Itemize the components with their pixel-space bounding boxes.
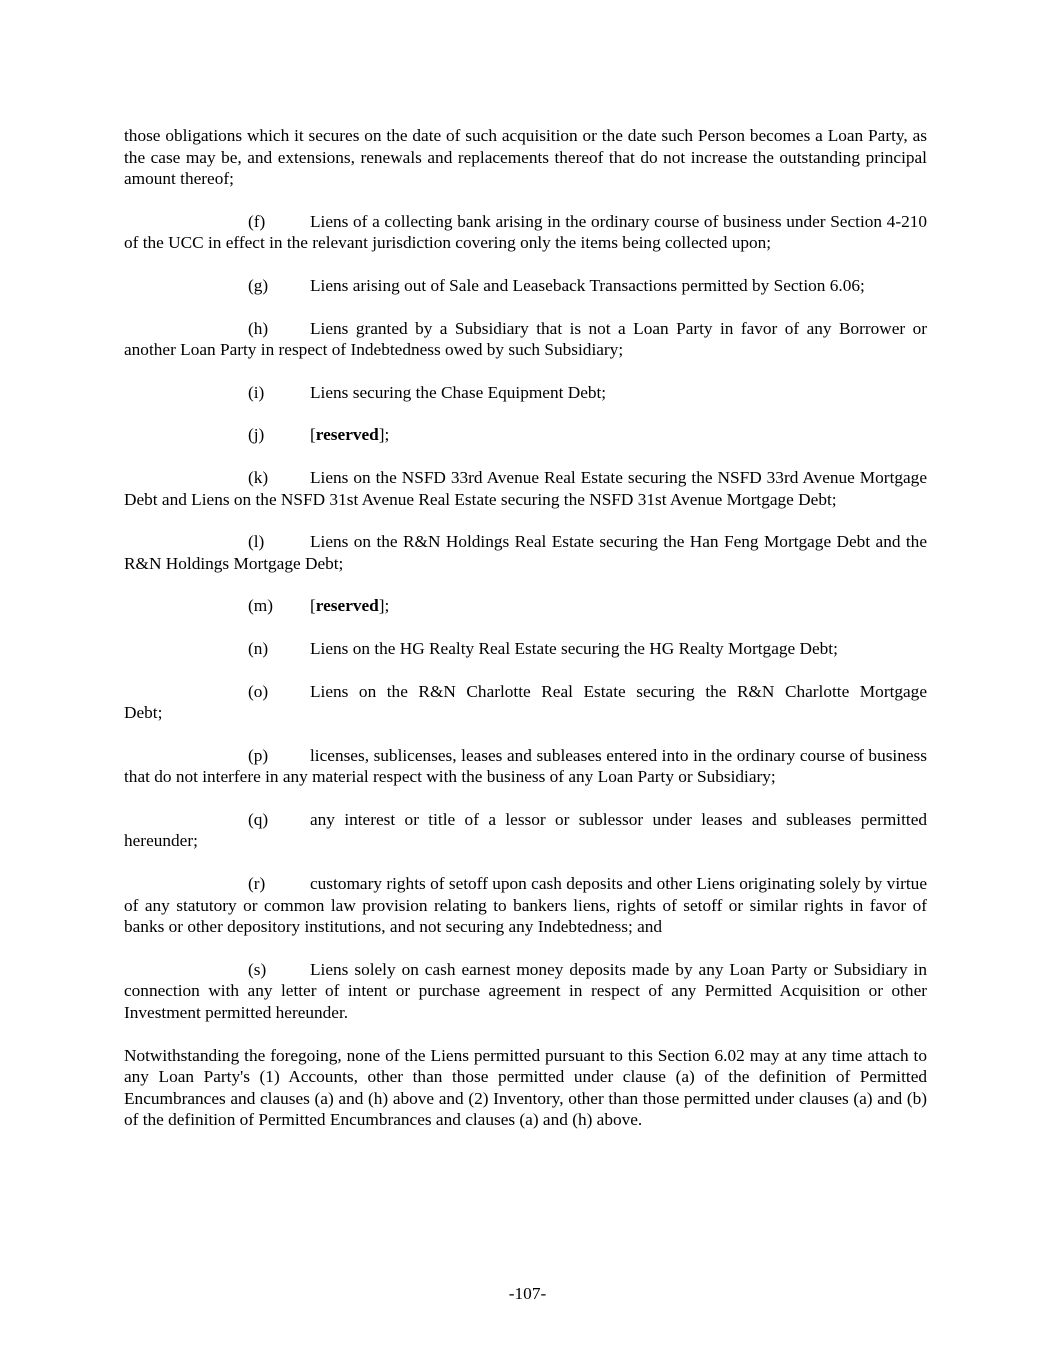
clause-text: licenses, sublicenses, leases and subleases entered into in the ordinary course of business that do not interfere in any material respect with the business of any Loan Party or Subsidiary; [124, 745, 927, 787]
clause-marker: (l) [248, 532, 265, 552]
clause-h [124, 318, 927, 361]
clause-text: Liens granted by a Subsidiary that is not a Loan Party in favor of any Borrower or another Loan Party in respect of Indebtedness owed by such Subsidiary; [124, 318, 927, 360]
bracket-open: [ [310, 596, 316, 616]
clause-s [124, 959, 927, 1024]
clause-marker: (s) [248, 959, 267, 979]
clause-p [124, 745, 927, 788]
clause-text: Liens arising out of Sale and Leaseback Transactions permitted by Section 6.06; [310, 275, 865, 295]
reserved-label: reserved [315, 425, 379, 445]
clause-text: any interest or title of a lessor or sublessor under leases and subleases permitted [310, 809, 927, 829]
bracket-close: ]; [378, 596, 390, 616]
clause-text: Liens on the R&N Charlotte Real Estate securing the R&N Charlotte Mortgage [310, 681, 927, 701]
clause-marker: (p) [248, 745, 269, 765]
clause-marker: (i) [248, 382, 265, 402]
clause-l [124, 531, 927, 574]
clause-i [124, 382, 927, 404]
clause-o [124, 681, 927, 703]
clause-k [124, 467, 927, 510]
clause-text: customary rights of setoff upon cash deposits and other Liens originating solely by virtue of any statutory or common law provision relating to bankers liens, rights of setoff or similar rights in favor of banks or other depository institutions, and not securing any Indebtedness; and [124, 874, 927, 937]
clause-marker: (g) [248, 275, 269, 295]
clause-o-continuation: Debt; [124, 703, 163, 723]
clause-q-continuation: hereunder; [124, 831, 198, 851]
clause-q [124, 809, 927, 831]
clause-j [124, 424, 927, 446]
clause-marker: (n) [248, 638, 269, 658]
clause-text: Liens on the R&N Holdings Real Estate securing the Han Feng Mortgage Debt and the R&N Holdings Mortgage Debt; [124, 532, 927, 573]
clause-n [124, 638, 927, 660]
clause-m [124, 595, 927, 617]
closing-paragraph: Notwithstanding the foregoing, none of the Liens permitted pursuant to this Section 6.02 may at any time attach to any Loan Party's (1) Accounts, other than those permitted under clause (a) of the definition of Permitted Encumbrances and clauses (a) and (h) above and (2) Inventory, other than those permitted under clauses (a) and (b) of the definition of Permitted Encumbrances and clauses (a) and (h) above. [124, 1045, 927, 1130]
bracket-close: ]; [378, 425, 390, 445]
clause-text: Liens on the HG Realty Real Estate securing the HG Realty Mortgage Debt; [310, 638, 838, 658]
intro-paragraph: those obligations which it secures on the date of such acquisition or the date such Person becomes a Loan Party, as the case may be, and extensions, renewals and replacements thereof that do not increase the outstanding principal amount thereof; [124, 126, 927, 189]
page-number: -107- [508, 1284, 547, 1303]
clause-f [124, 211, 927, 254]
clause-g [124, 275, 927, 297]
clause-marker: (m) [248, 596, 273, 616]
document-body [124, 125, 927, 1152]
clause-marker: (k) [248, 467, 269, 487]
clause-text: Liens of a collecting bank arising in the ordinary course of business under Section 4-210 of the UCC in effect in the relevant jurisdiction covering only the items being collected upon; [124, 211, 927, 253]
clause-r [124, 873, 927, 938]
clause-text: Liens on the NSFD 33rd Avenue Real Estate securing the NSFD 33rd Avenue Mortgage Debt and Liens on the NSFD 31st Avenue Real Estate securing the NSFD 31st Avenue Mortgage Debt; [124, 467, 927, 509]
clause-marker: (r) [248, 874, 266, 894]
clause-marker: (q) [248, 809, 269, 829]
clause-marker: (j) [248, 425, 265, 445]
clause-text: Liens securing the Chase Equipment Debt; [310, 382, 607, 402]
clause-marker: (f) [248, 211, 266, 231]
clause-marker: (o) [248, 681, 269, 701]
clause-marker: (h) [248, 318, 269, 338]
bracket-open: [ [310, 425, 316, 445]
reserved-label: reserved [315, 596, 379, 616]
clause-text: Liens solely on cash earnest money deposits made by any Loan Party or Subsidiary in connection with any letter of intent or purchase agreement in respect of any Permitted Acquisition or other Investment permitted hereunder. [124, 959, 927, 1023]
